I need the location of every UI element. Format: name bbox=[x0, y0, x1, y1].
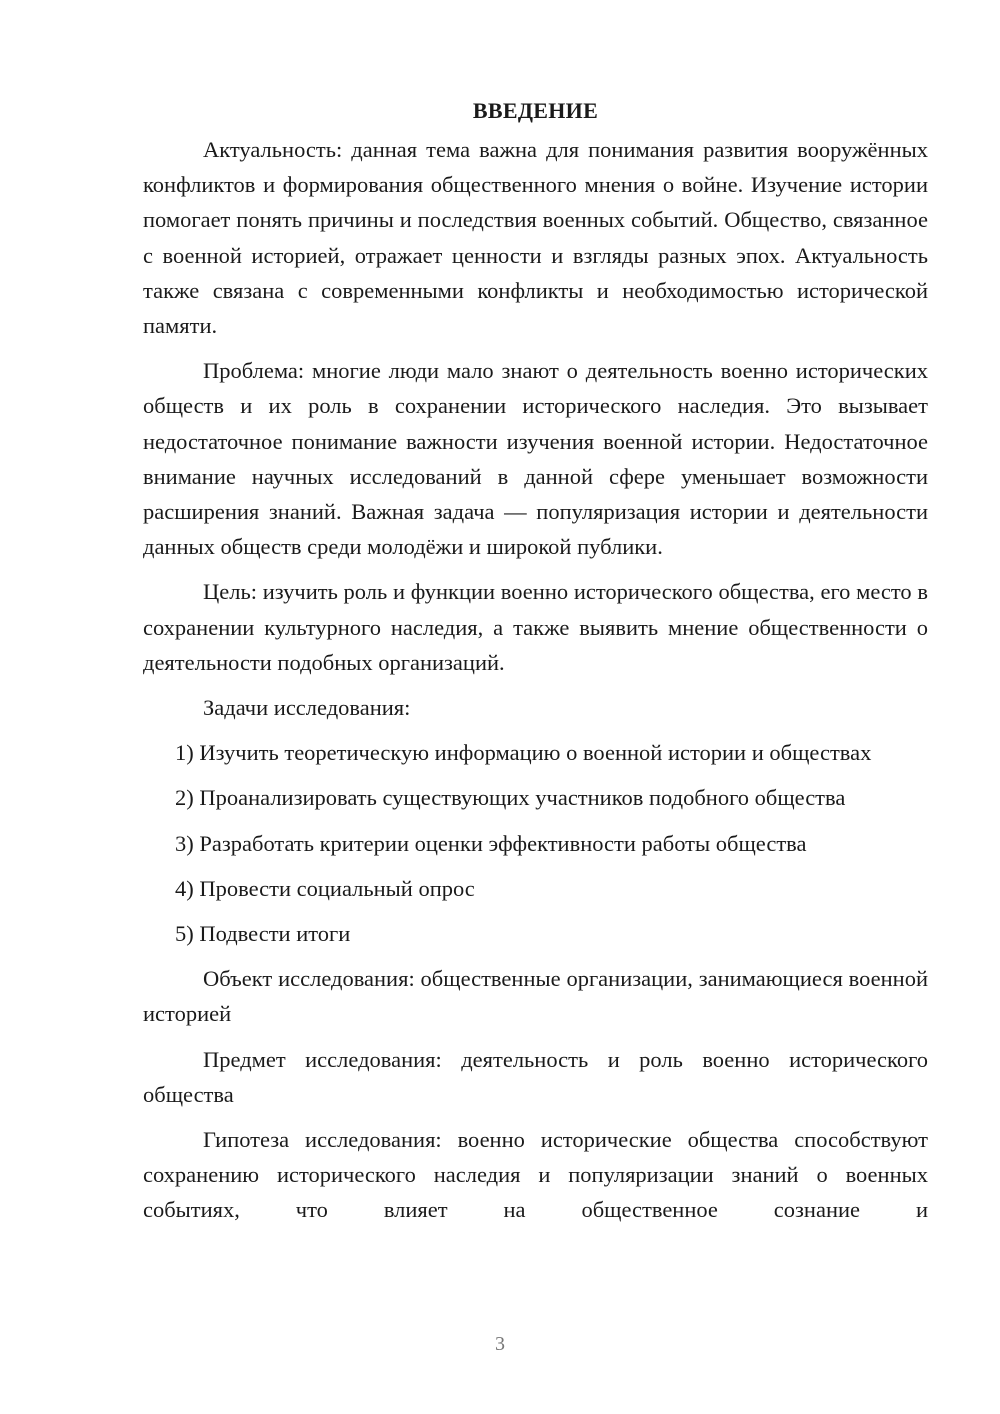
tasks-list bbox=[143, 735, 928, 951]
task-item-1: 1) Изучить теоретическую информацию о военной истории и обществах bbox=[175, 740, 872, 766]
subject-paragraph: Предмет исследования: деятельность и роль военно исторического общества bbox=[143, 1046, 928, 1107]
tasks-heading: Задачи исследования: bbox=[203, 695, 411, 721]
task-item-3: 3) Разработать критерии оценки эффективности работы общества bbox=[175, 830, 807, 856]
document-page bbox=[143, 96, 928, 1228]
page-number: 3 bbox=[495, 1333, 505, 1355]
task-item-2: 2) Проанализировать существующих участников подобного общества bbox=[175, 785, 846, 811]
task-item-5: 5) Подвести итоги bbox=[175, 921, 351, 947]
object-paragraph: Объект исследования: общественные организации, занимающиеся военной историей bbox=[143, 966, 928, 1027]
goal-paragraph: Цель: изучить роль и функции военно исторического общества, его место в сохранении культурного наследия, а также выявить мнение общественности о деятельности подобных организаций. bbox=[143, 579, 928, 675]
hypothesis-paragraph: Гипотеза исследования: военно исторические общества способствуют сохранению исторического наследия и популяризации знаний о военных событиях, что влияет на общественное сознание и bbox=[143, 1127, 928, 1223]
relevance-paragraph: Актуальность: данная тема важна для понимания развития вооружённых конфликтов и формирования общественного мнения о войне. Изучение истории помогает понять причины и последствия военных событий. Общество, связанное с военной историей, отражает ценности и взгляды разных эпох. Актуальность также связана с современными конфликты и необходимостью исторической памяти. bbox=[143, 137, 928, 339]
problem-paragraph: Проблема: многие люди мало знают о деятельность военно исторических обществ и их роль в сохранении исторического наследия. Это вызывает недостаточное понимание важности изучения военной истории. Недостаточное внимание научных исследований в данной сфере уменьшает возможности расширения знаний. Важная задача — популяризация истории и деятельности данных обществ среди молодёжи и широкой публики. bbox=[143, 358, 928, 560]
task-item-4: 4) Провести социальный опрос bbox=[175, 875, 475, 901]
section-title: ВВЕДЕНИЕ bbox=[472, 98, 599, 123]
